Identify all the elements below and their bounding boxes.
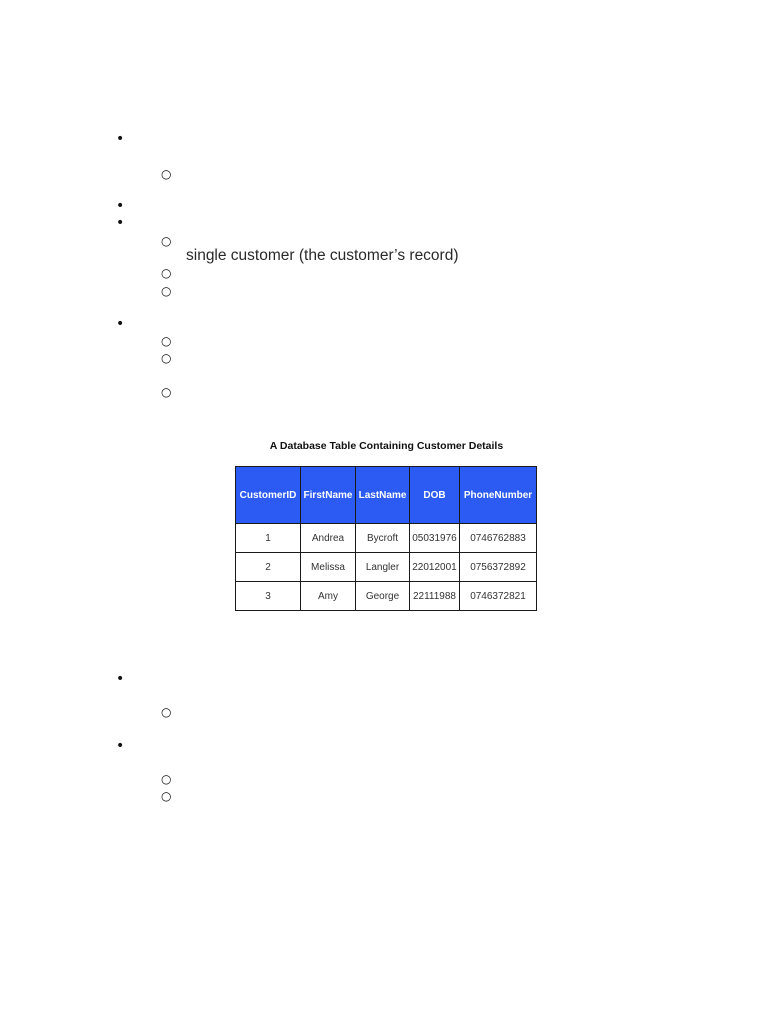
table-cell: 0746762883 — [460, 524, 537, 553]
bullet-level2: ○ — [161, 385, 172, 399]
table-cell: 22111988 — [410, 582, 460, 611]
bullet-level2: ○ — [161, 234, 172, 248]
column-header-customerid: CustomerID — [236, 467, 301, 524]
table-cell: 3 — [236, 582, 301, 611]
bullet-level2: ○ — [161, 772, 172, 786]
figure-caption: A Database Table Containing Customer Details — [269, 440, 504, 452]
table-cell: Andrea — [301, 524, 356, 553]
column-header-firstname: FirstName — [301, 467, 356, 524]
table-cell: 05031976 — [410, 524, 460, 553]
bullet-level2: ○ — [161, 789, 172, 803]
bullet-level2: ○ — [161, 351, 172, 365]
bullet-level2: ○ — [161, 705, 172, 719]
table-cell: 2 — [236, 553, 301, 582]
table-cell: 0746372821 — [460, 582, 537, 611]
table-cell: George — [356, 582, 410, 611]
list-item-text: single customer (the customer’s record) — [186, 247, 459, 264]
table-cell: Amy — [301, 582, 356, 611]
bullet-level1: • — [116, 316, 125, 332]
table-cell: 1 — [236, 524, 301, 553]
table-cell: 0756372892 — [460, 553, 537, 582]
bullet-level2: ○ — [161, 167, 172, 181]
column-header-lastname: LastName — [356, 467, 410, 524]
customer-table — [235, 466, 537, 611]
bullet-level1: • — [116, 738, 125, 754]
bullet-level2: ○ — [161, 284, 172, 298]
table-row — [236, 524, 537, 553]
bullet-level2: ○ — [161, 334, 172, 348]
bullet-level2: ○ — [161, 266, 172, 280]
bullet-level1: • — [116, 198, 125, 214]
table-cell: Bycroft — [356, 524, 410, 553]
column-header-dob: DOB — [410, 467, 460, 524]
table-cell: 22012001 — [410, 553, 460, 582]
table-header-row — [236, 467, 537, 524]
bullet-level1: • — [116, 215, 125, 231]
table-cell: Melissa — [301, 553, 356, 582]
table-row — [236, 582, 537, 611]
bullet-level1: • — [116, 131, 125, 147]
table-row — [236, 553, 537, 582]
column-header-phonenumber: PhoneNumber — [460, 467, 537, 524]
bullet-level1: • — [116, 671, 125, 687]
table-cell: Langler — [356, 553, 410, 582]
